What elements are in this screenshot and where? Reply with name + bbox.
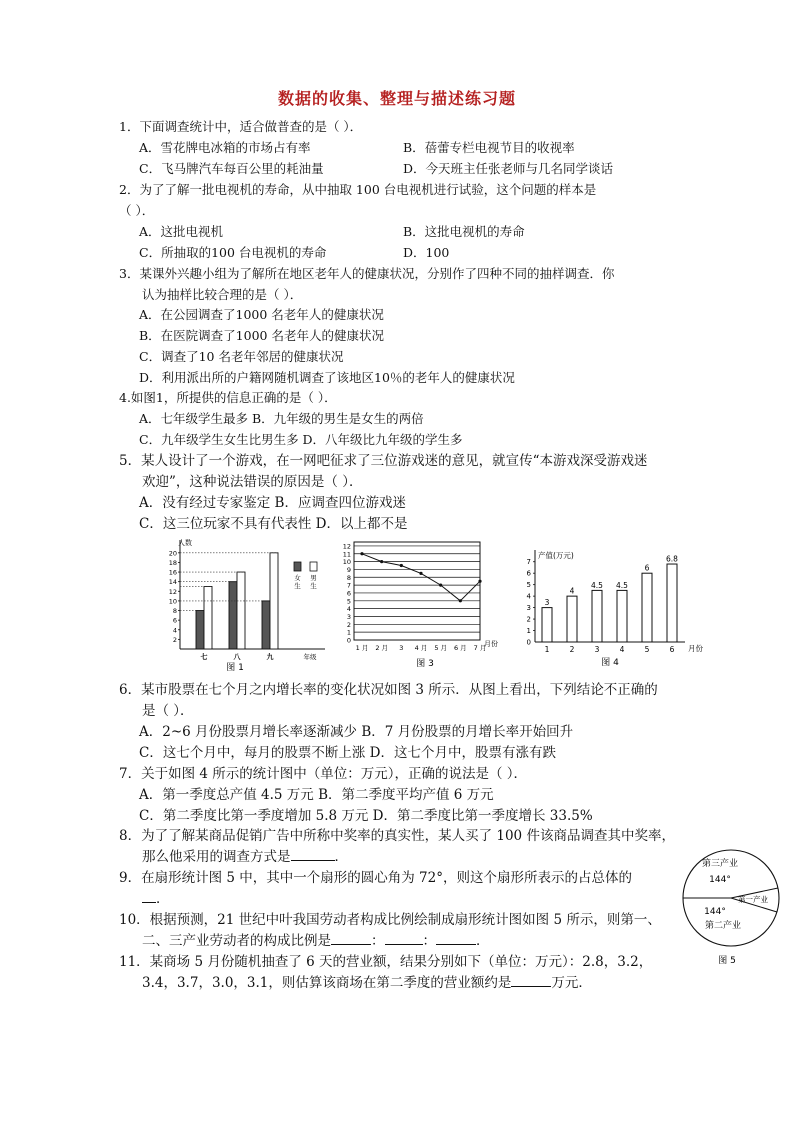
figure-1-bar-chart — [160, 536, 330, 676]
question-8-answer-blank[interactable] — [291, 860, 335, 861]
figure-5-pie-chart — [675, 846, 790, 968]
question-9-stem: 9．在扇形统计图 5 中，其中一个扇形的圆心角为 72°，则这个扇形所表示的占总体的 — [119, 870, 632, 886]
figure-4-y-tick-label: 1 — [526, 627, 531, 636]
question-10-blank-1[interactable] — [331, 944, 371, 945]
figure-3-y-tick-label: 9 — [346, 565, 351, 574]
figure-3-x-tick-label: 4 月 — [414, 644, 428, 652]
question-11-stem: 11．某商场 5 月份随机抽查了 6 天的营业额，结果分别如下（单位：万元）：2.8，3.2， — [119, 954, 653, 970]
figure-3-x-tick-label: 5 月 — [434, 644, 448, 652]
figure-1-y-tick-label: 12 — [168, 587, 177, 596]
question-3-option-b: B．在医院调查了1000 名老年人的健康状况 — [139, 328, 384, 343]
question-10-stem-cont — [142, 932, 490, 950]
question-5-stem: 5．某人设计了一个游戏，在一网吧征求了三位游戏迷的意见，就宣传“本游戏深受游戏迷 — [119, 453, 648, 469]
figure-1-y-tick-label: 14 — [168, 578, 177, 587]
question-7-stem: 7．关于如图 4 所示的统计图中（单位：万元），正确的说法是（ ）． — [119, 766, 528, 782]
figure-4-y-tick-label: 3 — [526, 604, 531, 613]
figure-3-y-tick-label: 8 — [346, 573, 351, 582]
figure-1-x-tick-label: 八 — [233, 653, 241, 661]
figure-3-data-point — [360, 552, 363, 555]
question-8-stem-cont — [142, 848, 348, 866]
figure-4-y-tick-label: 4 — [526, 592, 531, 601]
question-9-answer-blank[interactable] — [142, 902, 156, 903]
figure-4-bar — [667, 564, 677, 642]
question-3-option-c: C．调查了10 名老年邻居的健康状况 — [139, 349, 344, 364]
figure-4-y-tick-label: 7 — [526, 558, 531, 567]
figure-3-x-tick-label: 7 月 — [473, 644, 487, 652]
question-11-stem-cont — [142, 974, 592, 992]
question-2-option-c: C．所抽取的100 台电视机的寿命 — [139, 245, 327, 260]
figure-1-y-tick-label: 6 — [172, 616, 177, 625]
question-3-stem: 3．某课外兴趣小组为了解所在地区老年人的健康状况，分别作了四种不同的抽样调查．你 — [119, 266, 615, 281]
question-1-stem: 1．下面调查统计中，适合做普查的是（ ）． — [119, 119, 363, 134]
figure-1-y-tick-label: 2 — [172, 635, 177, 644]
figure-1-y-tick-label: 8 — [172, 607, 177, 616]
question-4-options-cd: C．九年级学生女生比男生多 D．八年级比九年级的学生多 — [139, 432, 463, 447]
figure-1-legend-male-2: 生 — [310, 582, 317, 590]
question-1-option-d: D．今天班主任张老师与几名同学谈话 — [403, 161, 614, 176]
question-10-sep-2: ： — [422, 933, 436, 949]
figure-3-data-point — [419, 572, 422, 575]
question-1-option-c: C．飞马牌汽车每百公里的耗油量 — [139, 161, 324, 176]
figure-4-bar — [642, 573, 652, 642]
figure-4-y-label: 产值(万元) — [538, 551, 574, 560]
figure-1-y-tick-label: 18 — [168, 558, 177, 567]
figure-1-y-tick-label: 20 — [168, 549, 177, 558]
figure-1-y-tick-label: 4 — [172, 626, 177, 635]
page-title: 数据的收集、整理与描述练习题 — [277, 89, 516, 108]
figure-1-legend-male-1: 男 — [310, 574, 317, 582]
figure-1-y-tick-label: 10 — [168, 597, 177, 606]
figure-5-caption: 图 5 — [718, 956, 736, 966]
figure-1-legend-female-1: 女 — [294, 574, 301, 582]
question-5-stem-cont: 欢迎”，这种说法错误的原因是（ ）． — [142, 474, 363, 490]
figure-5-angle-third: 144° — [709, 875, 731, 885]
question-10-stem: 10．根据预测，21 世纪中叶我国劳动者构成比例绘制成扇形统计图如图 5 所示，则第一、 — [119, 912, 661, 928]
question-5-options-ab: A．没有经过专家鉴定 B．应调查四位游戏迷 — [139, 495, 406, 511]
figure-1-x-tick-label: 七 — [200, 653, 208, 661]
question-9-end: ． — [156, 891, 170, 907]
question-6-options-ab: A．2~6 月份股票月增长率逐渐减少 B．7 月份股票的月增长率开始回升 — [139, 724, 574, 740]
figure-3-x-tick-label: 1 月 — [355, 644, 369, 652]
figure-1-x-tick-label: 九 — [266, 653, 274, 661]
question-6-stem-cont: 是（ ）． — [142, 703, 194, 719]
question-8-stem: 8．为了了解某商品促销广告中所称中奖率的真实性，某人买了 100 件该商品调查其中奖率， — [119, 828, 675, 844]
question-2-stem-cont: （ ）． — [119, 203, 155, 218]
figure-5-label-second: 第二产业 — [704, 921, 742, 931]
figure-5-label-first: 第一产业 — [738, 895, 768, 904]
figure-3-data-point — [459, 599, 462, 602]
figure-4-y-tick-label: 2 — [526, 615, 531, 624]
figure-1-bar — [270, 553, 278, 649]
question-4-stem: 4.如图1，所提供的信息正确的是（ ）． — [119, 390, 337, 405]
figure-4-data-label: 6.8 — [666, 554, 678, 564]
figure-1-y-tick-label: 16 — [168, 568, 177, 577]
figure-1-legend-female-2: 生 — [294, 582, 301, 590]
figure-4-data-label: 3 — [544, 598, 550, 608]
figure-3-y-tick-label: 11 — [342, 550, 351, 559]
figure-4-caption: 图 4 — [601, 658, 619, 668]
question-11-answer-blank[interactable] — [511, 986, 551, 987]
figure-3-x-tick-label: 2 月 — [375, 644, 389, 652]
question-11-text: 3.4，3.7，3.0，3.1，则估算该商场在第二季度的营业额约是 — [142, 975, 512, 991]
figure-4-data-label: 4.5 — [616, 580, 628, 590]
question-2-option-a: A．这批电视机 — [139, 224, 224, 239]
figure-1-bar — [229, 582, 237, 649]
question-2-option-b: B．这批电视机的寿命 — [403, 224, 525, 239]
question-1-option-b: B．蓓蕾专栏电视节目的收视率 — [403, 140, 575, 155]
figure-4-data-label: 4 — [569, 586, 575, 596]
figure-1-bar — [237, 572, 245, 649]
figure-4-x-tick-label: 4 — [619, 645, 625, 654]
question-11-end: 万元． — [551, 975, 592, 991]
question-3-option-a: A．在公园调查了1000 名老年人的健康状况 — [139, 307, 384, 322]
figure-4-data-label: 6 — [644, 563, 650, 573]
question-6-options-cd: C．这七个月中，每月的股票不断上涨 D．这七个月中，股票有涨有跌 — [139, 745, 556, 761]
figure-4-data-label: 4.5 — [591, 580, 603, 590]
figure-4-x-tick-label: 3 — [594, 645, 600, 654]
figure-4-x-label: 月份 — [688, 644, 703, 653]
figure-3-x-tick-label: 3 — [399, 644, 404, 652]
figure-4-x-tick-label: 5 — [644, 645, 650, 654]
question-1-option-a: A．雪花牌电冰箱的市场占有率 — [139, 140, 311, 155]
question-10-sep-1: ： — [371, 933, 385, 949]
figure-4-x-tick-label: 2 — [569, 645, 575, 654]
figure-3-x-tick-label: 6 月 — [453, 644, 467, 652]
figure-3-y-tick-label: 7 — [346, 581, 351, 590]
figure-3-caption: 图 3 — [416, 659, 434, 669]
question-6-stem: 6．某市股票在七个月之内增长率的变化状况如图 3 所示．从图上看出，下列结论不正确的 — [119, 682, 658, 698]
figure-4-bar — [592, 590, 602, 642]
question-10-text: 二、三产业劳动者的构成比例是 — [142, 933, 331, 949]
figure-1-bar — [204, 586, 212, 649]
question-8-end: ． — [334, 849, 348, 865]
figure-3-y-tick-label: 10 — [342, 558, 351, 567]
figure-4-x-tick-label: 6 — [669, 645, 675, 654]
figure-3-frame — [354, 542, 480, 640]
figure-3-y-tick-label: 6 — [346, 589, 351, 598]
question-3-option-d: D．利用派出所的户籍网随机调查了该地区10％的老年人的健康状况 — [139, 370, 515, 385]
figure-3-y-tick-label: 1 — [346, 628, 351, 637]
figure-1-bar — [262, 601, 270, 649]
figure-3-line-chart — [340, 536, 520, 676]
figure-3-data-point — [400, 564, 403, 567]
figure-3-y-origin: 0 — [346, 636, 351, 645]
question-4-options-ab: A．七年级学生最多 B．九年级的男生是女生的两倍 — [139, 411, 424, 426]
question-10-blank-3[interactable] — [436, 944, 476, 945]
figure-3-data-point — [380, 560, 383, 563]
figure-4-bar-chart — [515, 544, 705, 674]
figure-3-y-tick-label: 2 — [346, 620, 351, 629]
question-3-stem-cont: 认为抽样比较合理的是（ ）． — [142, 287, 303, 302]
figure-4-bar — [617, 590, 627, 642]
question-10-end: ． — [476, 933, 490, 949]
figure-4-bar — [567, 596, 577, 642]
figure-1-x-label: 年级 — [303, 653, 317, 661]
figure-4-bar — [542, 608, 552, 642]
figure-3-y-tick-label: 4 — [346, 605, 351, 614]
figure-3-y-tick-label: 5 — [346, 597, 351, 606]
figure-5-angle-second: 144° — [704, 907, 726, 917]
question-2-stem: 2．为了了解一批电视机的寿命，从中抽取 100 台电视机进行试验，这个问题的样本是 — [119, 182, 597, 197]
figure-3-y-tick-label: 3 — [346, 612, 351, 621]
figure-3-data-point — [478, 580, 481, 583]
figure-1-legend-swatch-female — [294, 562, 301, 571]
figure-4-y-tick-label: 5 — [526, 581, 531, 590]
figure-5-label-third: 第三产业 — [701, 859, 739, 869]
question-5-options-cd: C．这三位玩家不具有代表性 D．以上都不是 — [139, 516, 408, 532]
question-7-options-cd: C．第二季度比第一季度增加 5.8 万元 D．第二季度比第一季度增长 33.5% — [139, 808, 593, 824]
figure-1-bar — [196, 611, 204, 649]
question-8-text: 那么他采用的调查方式是 — [142, 849, 291, 865]
figure-3-data-point — [439, 584, 442, 587]
figure-1-legend-swatch-male — [310, 562, 317, 571]
figure-3-y-tick-label: 12 — [342, 542, 351, 551]
question-10-blank-2[interactable] — [385, 944, 423, 945]
figure-4-x-tick-label: 1 — [544, 645, 550, 654]
figure-4-y-tick-label: 6 — [526, 569, 531, 578]
figure-1-caption: 图 1 — [226, 663, 244, 673]
figure-1-y-label: 人数 — [178, 539, 192, 547]
question-2-option-d: D．100 — [403, 245, 450, 260]
figure-4-y-origin: 0 — [526, 638, 531, 647]
question-9-stem-cont — [142, 890, 170, 908]
figure-3-x-label: 月份 — [484, 640, 498, 648]
question-7-options-ab: A．第一季度总产值 4.5 万元 B．第二季度平均产值 6 万元 — [139, 787, 494, 803]
